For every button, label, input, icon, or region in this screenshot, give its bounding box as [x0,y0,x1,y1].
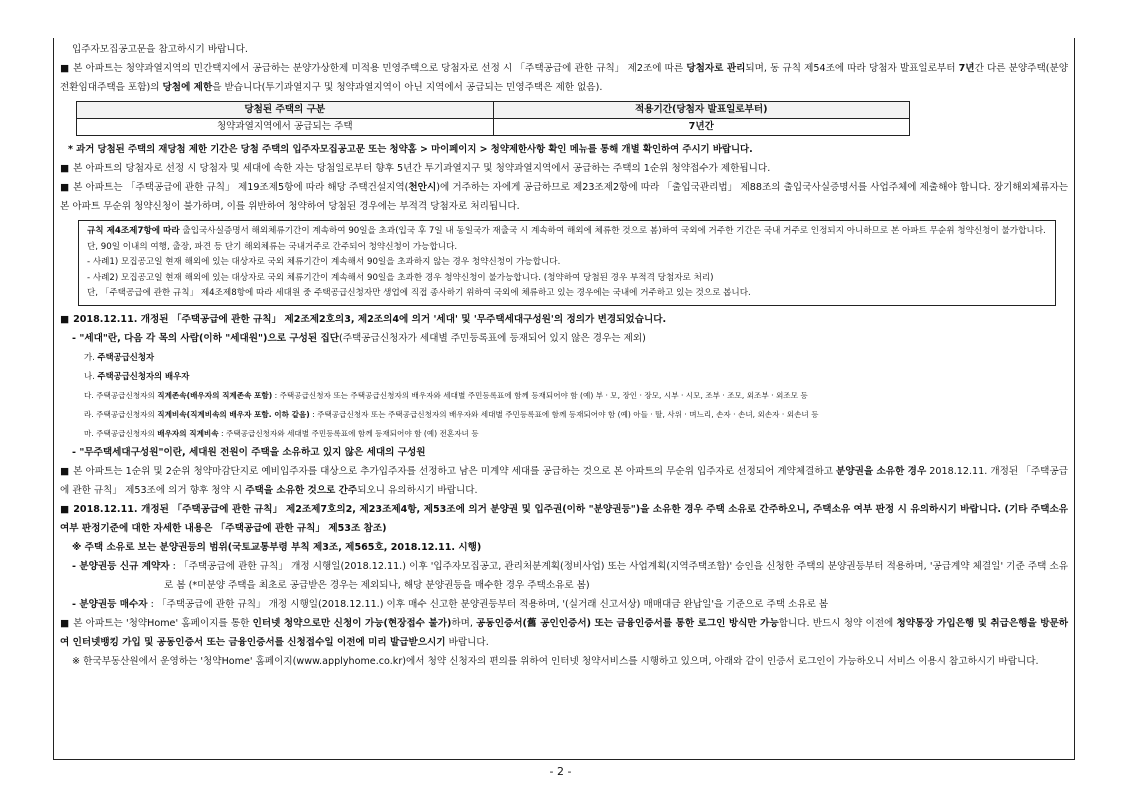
table-row [77,119,910,136]
list-item: 다. 주택공급신청자의 직계존속(배우자의 직계존속 포함) : 주택공급신청자 또는 주택공급신청자의 배우자와 세대별 주민등록표에 함께 등재되어야 함 (예) 부 · 모, 장인 · 장모, 시부 · 시모, 조부 · 조모, 외조부 · 외조모 등 [84,390,808,400]
paragraph-online-application: ■ 본 아파트는 '청약Home' 홈페이지를 통한 인터넷 청약으로만 신청이 가능(현장접수 불가)하며, 공동인증서(舊 공인인증서) 또는 금융인증서를 통한 로그인 방식만 가능합니다. 반드시 청약 이전에 청약통장 가입은행 및 취급은행을 방문하여 인터넷뱅킹 가입 및 공동인증서 또는 금융인증서를 신청접수일 이전에 미리 발급받으시기 바랍니다. [60,614,1068,652]
table-header-cell: 적용기간(당첨자 발표일로부터) [493,102,910,119]
definition-line: - "세대"란, 다음 각 목의 사람(이하 "세대원")으로 구성된 집단(주택공급신청자가 세대별 주민등록표에 등재되어 있지 않은 경우는 제외) [72,332,646,344]
table-cell: 청약과열지역에서 공급되는 주택 [77,119,494,136]
note-line: ※ 주택 소유로 보는 분양권등의 범위(국토교통부령 부칙 제3조, 제565호, 2018.12.11. 시행) [72,541,482,553]
paragraph: ■ 본 아파트의 당첨자로 선정 시 당첨자 및 세대에 속한 자는 당첨일로부터 향후 5년간 투기과열지구 및 청약과열지역에서 공급하는 주택의 1순위 청약접수가 제한됩니다. [60,159,1068,178]
paragraph-unsold: ■ 본 아파트는 1순위 및 2순위 청약마감단지로 예비입주자를 대상으로 추가입주자를 선정하고 남은 미계약 세대를 공급하는 것으로 본 아파트의 무순위 입주자로 선정되어 계약체결하고 분양권을 소유한 경우 2018.12.11. 개정된 「주택공급에 관한 규칙」 제53조에 의거 향후 청약 시 주택을 소유한 것으로 간주되오니 유의하시기 바랍니다. [60,462,1068,500]
restriction-table [76,101,910,136]
list-item: 나. 주택공급신청자의 배우자 [84,370,190,381]
table-header-cell: 당첨된 주택의 구분 [77,102,494,119]
list-item: 마. 주택공급신청자의 배우자의 직계비속 : 주택공급신청자와 세대별 주민등록표에 함께 등재되어야 함 (예) 전혼자녀 등 [84,428,479,438]
text-line: 입주자모집공고문을 참고하시기 바랍니다. [72,44,248,55]
document-body [60,40,1068,671]
paragraph-ownership: ■ 2018.12.11. 개정된 「주택공급에 관한 규칙」 제2조제7호의2, 제23조제4항, 제53조에 의거 분양권 및 입주권(이하 "분양권등")을 소유한 경우 주택 소유로 간주하오니, 주택소유 여부 판정 시 유의하시기 바랍니다. (기타 주택소유 여부 판정기준에 대한 자세한 내용은 「주택공급에 관한 규칙」 제53조 참조) [60,500,1068,538]
definition-line: - "무주택세대구성원"이란, 세대원 전원이 주택을 소유하고 있지 않은 세대의 구성원 [72,446,426,458]
paragraph-reselection-limit: ■ 본 아파트는 청약과열지역의 민간택지에서 공급하는 분양가상한제 미적용 민영주택으로 당첨자로 선정 시 「주택공급에 관한 규칙」 제2조에 따른 당첨자로 관리되며, 동 규칙 제54조에 따라 당첨자 발표일로부터 7년간 다른 분양주택(분양전환임대주택을 포함)의 당첨에 제한을 받습니다(투기과열지구 및 청약과열지역이 아닌 지역에서 공급되는 민영주택은 제한 없음). [60,59,1068,97]
box-line: 단, 「주택공급에 관한 규칙」 제4조제8항에 따라 세대원 중 주택공급신청자만 생업에 직접 종사하기 위하여 국외에 체류하고 있는 경우에는 국내에 거주하고 있는 것으로 봅니다. [87,288,751,298]
box-line: 규칙 제4조제7항에 따라 출입국사실증명서 해외체류기간이 계속하여 90일을 초과(입국 후 7일 내 동일국가 재출국 시 계속하여 해외에 체류한 것으로 봄)하여 국외에 거주한 기간은 국내 거주로 인정되지 아니하므로 본 아파트 무순위 청약신청이 불가합니다. 단, 90일 이내의 여행, 출장, 파견 등 단기 해외체류는 국내거주로 간주되어 청약신청이 가능합니다. [87,226,1046,252]
list-item: 가. 주택공급신청자 [84,351,155,362]
box-line: - 사례2) 모집공고일 현재 해외에 있는 대상자로 국외 체류기간이 계속해서 90일을 초과한 경우 청약신청이 불가능합니다. (청약하여 당첨된 경우 부적격 당첨자로 처리) [87,272,714,283]
table-header-row [77,102,910,119]
section-heading: ■ 2018.12.11. 개정된 「주택공급에 관한 규칙」 제2조제2호의3, 제2조의4에 의거 '세대' 및 '무주택세대구성원'의 정의가 변경되었습니다. [60,310,1068,329]
page-number: - 2 - [549,765,572,778]
table-cell: 7년간 [493,119,910,136]
paragraph: ※ 한국부동산원에서 운영하는 '청약Home' 홈페이지(www.applyhome.co.kr)에서 청약 신청자의 편의를 위하여 인터넷 청약서비스를 시행하고 있으며, 아래와 같이 인증서 로그인이 가능하오니 서비스 이용시 참고하시기 바랍니다. [72,655,1039,667]
overseas-stay-box [78,220,1056,306]
note-line: * 과거 당첨된 주택의 재당첨 제한 기간은 당첨 주택의 입주자모집공고문 또는 청약홈 > 마이페이지 > 청약제한사항 확인 메뉴를 통해 개별 확인하여 주시기 바랍니다. [68,144,753,155]
paragraph-residence: ■ 본 아파트는 「주택공급에 관한 규칙」 제19조제5항에 따라 해당 주택건설지역(천안시)에 거주하는 자에게 공급하므로 제23조제2항에 따라 「출입국관리법」 제88조의 출입국사실증명서를 사업주체에 제출해야 합니다. 장기해외체류자는 본 아파트 무순위 청약신청이 불가하며, 이를 위반하여 청약하여 당첨된 경우에는 부적격 당첨자로 처리됩니다. [60,178,1068,216]
list-item: 라. 주택공급신청자의 직계비속(직계비속의 배우자 포함. 이하 같음) : 주택공급신청자 또는 주택공급신청자의 배우자와 세대별 주민등록표에 함께 등재되어야 함 (예) 아들 · 딸, 사위 · 며느리, 손자 · 손녀, 외손자 · 외손녀 등 [84,409,819,419]
definition-line: - 분양권등 신규 계약자 : 「주택공급에 관한 규칙」 개정 시행일(2018.12.11.) 이후 '입주자모집공고, 관리처분계획(정비사업) 또는 사업계획(지역주택조합)' 승인을 신청한 주택의 분양권등부터 적용하며, '공급계약 체결일' 기준 주택 소유로 봄 (*미분양 주택을 최초로 공급받은 경우는 제외되나, 해당 분양권등을 매수한 경우 주택소유로 봄) [72,560,1068,591]
box-line: - 사례1) 모집공고일 현재 해외에 있는 대상자로 국외 체류기간이 계속해서 90일을 초과하지 않는 경우 청약신청이 가능합니다. [87,257,561,267]
definition-line: - 분양권등 매수자 : 「주택공급에 관한 규칙」 개정 시행일(2018.12.11.) 이후 매수 신고한 분양권등부터 적용하며, '(실거래 신고서상) 매매대금 완납일'을 기준으로 주택 소유로 봄 [72,598,829,610]
